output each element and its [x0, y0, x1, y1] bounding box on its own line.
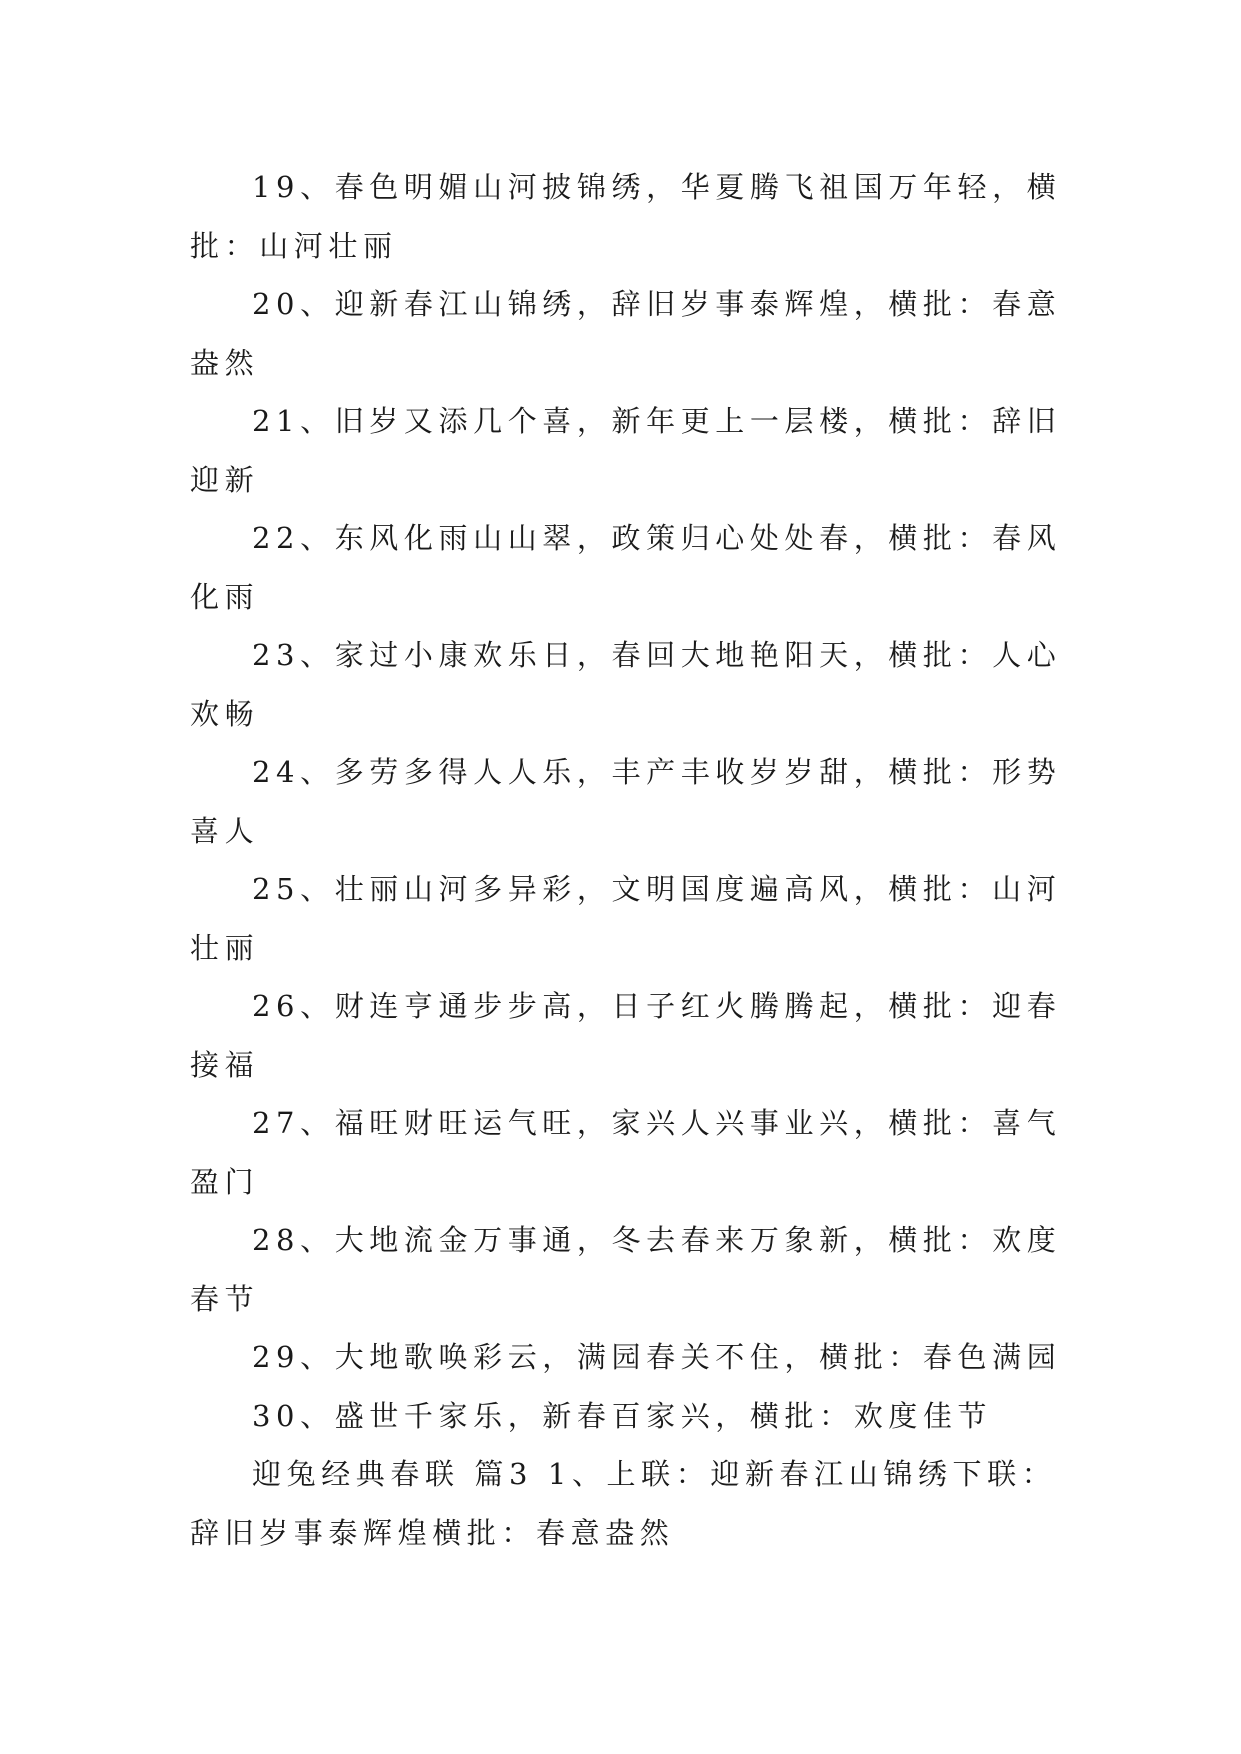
paragraph: 30、盛世千家乐，新春百家兴，横批：欢度佳节 — [252, 1398, 993, 1433]
paragraph: 19、春色明媚山河披锦绣，华夏腾飞祖国万年轻，横批：山河壮丽 — [190, 170, 1062, 263]
paragraph: 29、大地歌唤彩云，满园春关不住，横批：春色满园 — [252, 1340, 1062, 1374]
paragraph: 22、东风化雨山山翠，政策归心处处春，横批：春风化雨 — [190, 521, 1062, 614]
document-body — [190, 158, 1090, 1562]
paragraph: 25、壮丽山河多异彩，文明国度遍高风，横批：山河壮丽 — [190, 872, 1062, 965]
paragraph: 20、迎新春江山锦绣，辞旧岁事泰辉煌，横批：春意盎然 — [190, 287, 1062, 380]
paragraph: 26、财连亨通步步高，日子红火腾腾起，横批：迎春接福 — [190, 989, 1062, 1082]
section-heading-paragraph: 迎兔经典春联 篇3 1、上联：迎新春江山锦绣下联：辞旧岁事泰辉煌横批：春意盎然 — [190, 1457, 1057, 1550]
paragraph: 21、旧岁又添几个喜，新年更上一层楼，横批：辞旧迎新 — [190, 404, 1062, 497]
paragraph: 24、多劳多得人人乐，丰产丰收岁岁甜，横批：形势喜人 — [190, 755, 1062, 848]
paragraph: 23、家过小康欢乐日，春回大地艳阳天，横批：人心欢畅 — [190, 638, 1062, 731]
paragraph: 28、大地流金万事通，冬去春来万象新，横批：欢度春节 — [190, 1223, 1062, 1316]
paragraph: 27、福旺财旺运气旺，家兴人兴事业兴，横批：喜气盈门 — [190, 1106, 1062, 1199]
